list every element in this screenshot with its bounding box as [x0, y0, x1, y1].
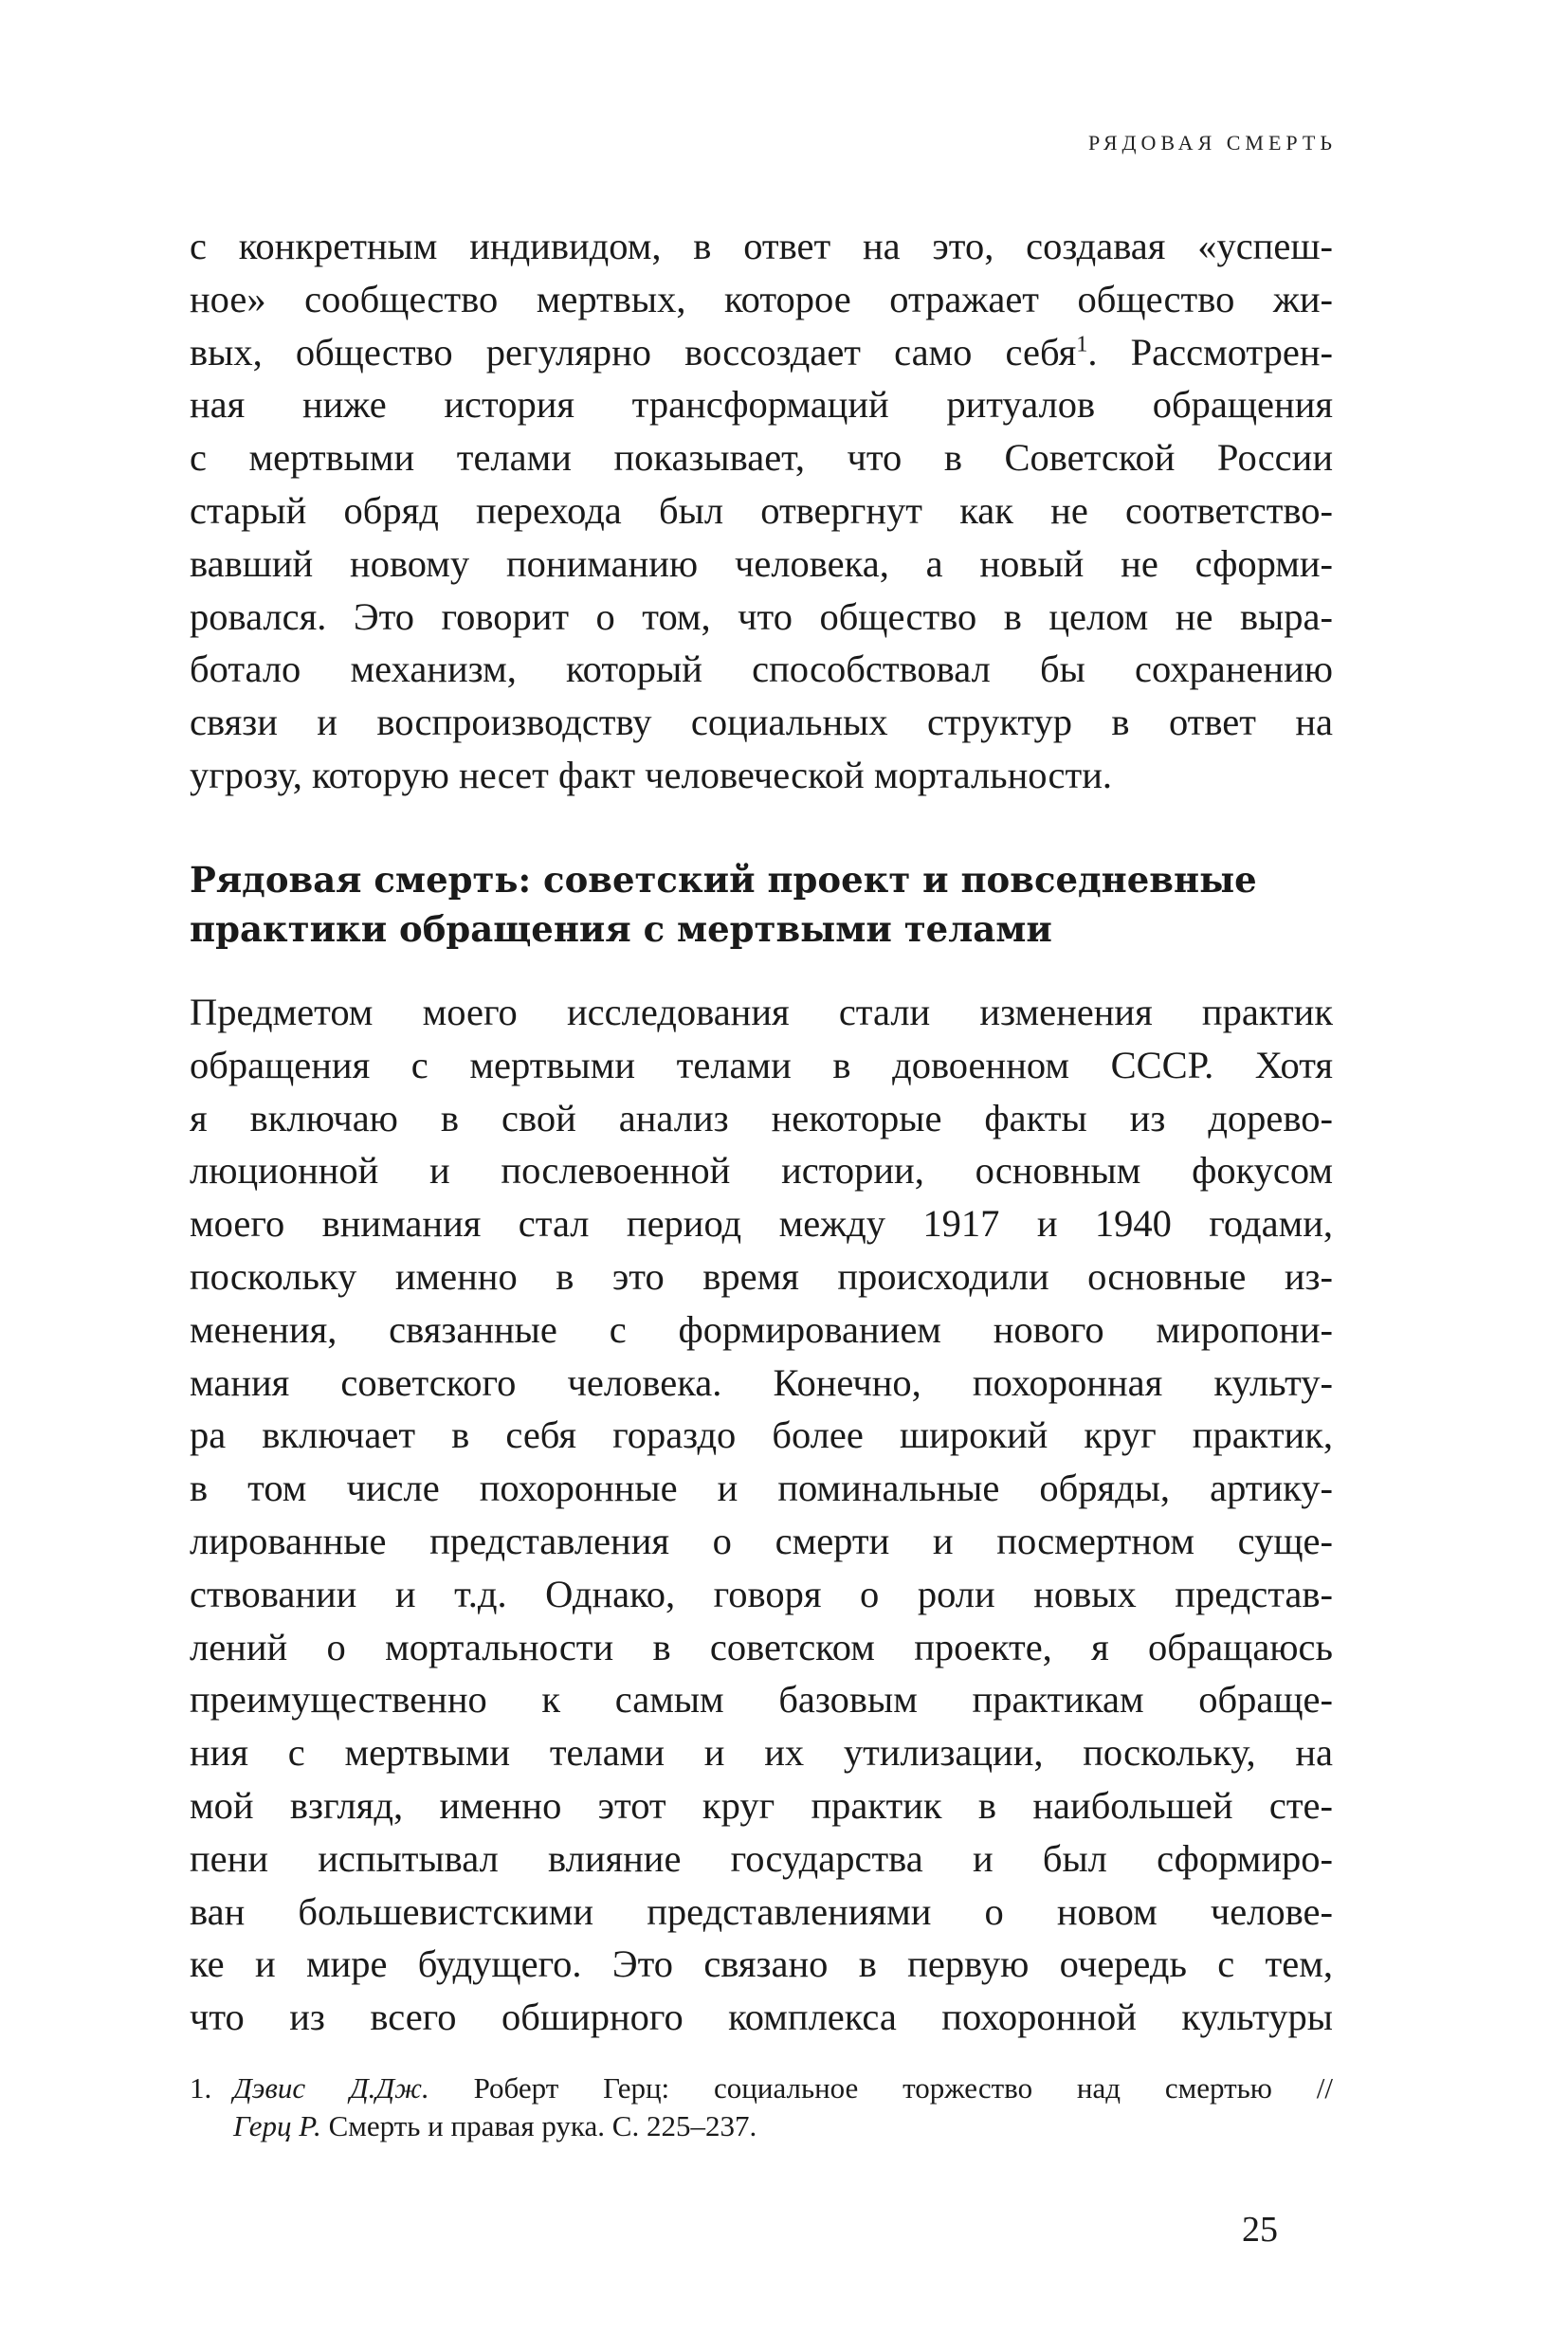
text-line: преимущественно к самым базовым практикам обраще- — [190, 1678, 1333, 1722]
text-line: с конкретным индивидом, в ответ на это, создавая «успеш- — [190, 225, 1333, 267]
text-line: ния с мертвыми телами и их утилизации, поскольку, на — [190, 1731, 1333, 1775]
text-line: вавший новому пониманию человека, а новый не сформи- — [190, 541, 1333, 585]
text-line: лений о мортальности в советском проекте, я обращаюсь — [190, 1625, 1333, 1668]
footnote-ref[interactable]: 1 — [1076, 331, 1088, 357]
page-number: 25 — [1242, 2210, 1278, 2250]
text-line: в том числе похоронные и поминальные обряды, артику- — [190, 1467, 1333, 1510]
text-line: мой взгляд, именно этот круг практик в наибольшей сте- — [190, 1783, 1333, 1827]
footnote-author: Герц Р. — [233, 2109, 321, 2142]
text-line: мания советского человека. Конечно, похоронная культу- — [190, 1360, 1333, 1404]
footnote-text: Смерть и правая рука. С. 225–237. — [320, 2109, 757, 2142]
text-line: я включаю в свой анализ некоторые факты из дорево- — [190, 1096, 1333, 1139]
text-line: поскольку именно в это время происходили основные из- — [190, 1254, 1333, 1298]
running-head: РЯДОВАЯ СМЕРТЬ — [1087, 131, 1337, 155]
text-line: ровался. Это говорит о том, что общество в целом не выра- — [190, 594, 1333, 638]
footnote-number: 1. — [190, 2071, 212, 2105]
heading-line: Рядовая смерть: советский проект и повседневные — [190, 859, 1257, 901]
footnote-line — [233, 2107, 1333, 2145]
text-line: ра включает в себя гораздо более широкий круг практик, — [190, 1413, 1333, 1457]
text-line: Предметом моего исследования стали изменения практик — [190, 991, 1333, 1033]
text-line: обращения с мертвыми телами в довоенном СССР. Хотя — [190, 1043, 1333, 1086]
text-line-part: вых, общество регулярно воссоздает само себя — [190, 330, 1077, 374]
text-line: ная ниже история трансформаций ритуалов обращения — [190, 383, 1333, 427]
footnotes — [190, 2069, 1333, 2145]
text-line: пени испытывал влияние государства и был сформиро- — [190, 1836, 1333, 1880]
text-line — [190, 326, 1333, 379]
text-line: ствовании и т.д. Однако, говоря о роли новых представ- — [190, 1572, 1333, 1615]
text-line: связи и воспроизводству социальных структур в ответ на — [190, 701, 1333, 744]
footnote-author: Дэвис Д.Дж. — [233, 2071, 429, 2105]
footnote-line — [233, 2069, 1333, 2107]
text-line: моего внимания стал период между 1917 и 1940 годами, — [190, 1202, 1333, 1246]
paragraph-1 — [190, 220, 1333, 802]
text-line: угрозу, которую несет факт человеческой мортальности. — [190, 753, 1113, 796]
text-line: ное» сообщество мертвых, которое отражает общество жи- — [190, 277, 1333, 320]
text-line: лированные представления о смерти и посмертном суще- — [190, 1519, 1333, 1562]
paragraph-2 — [190, 986, 1333, 2044]
text-line: что из всего обширного комплекса похоронной культуры — [190, 1996, 1333, 2039]
text-line: с мертвыми телами показывает, что в Советской России — [190, 436, 1333, 480]
footnote-1 — [190, 2069, 1333, 2145]
text-line: ке и мире будущего. Это связано в первую очередь с тем, — [190, 1942, 1333, 1986]
heading-line: практики обращения с мертвыми телами — [190, 908, 1052, 950]
text-line: люционной и послевоенной истории, основным фокусом — [190, 1149, 1333, 1193]
text-line: ботало механизм, который способствовал бы сохранению — [190, 647, 1333, 691]
text-line-part: . Рассмотрен- — [1087, 330, 1333, 374]
footnote-text: Роберт Герц: социальное торжество над смертью // — [428, 2071, 1334, 2105]
text-line: ван большевистскими представлениями о новом челове- — [190, 1889, 1333, 1933]
text-line: старый обряд перехода был отвергнут как не соответство- — [190, 488, 1333, 532]
text-line: менения, связанные с формированием нового миропони- — [190, 1307, 1333, 1351]
section-heading — [190, 855, 1333, 954]
